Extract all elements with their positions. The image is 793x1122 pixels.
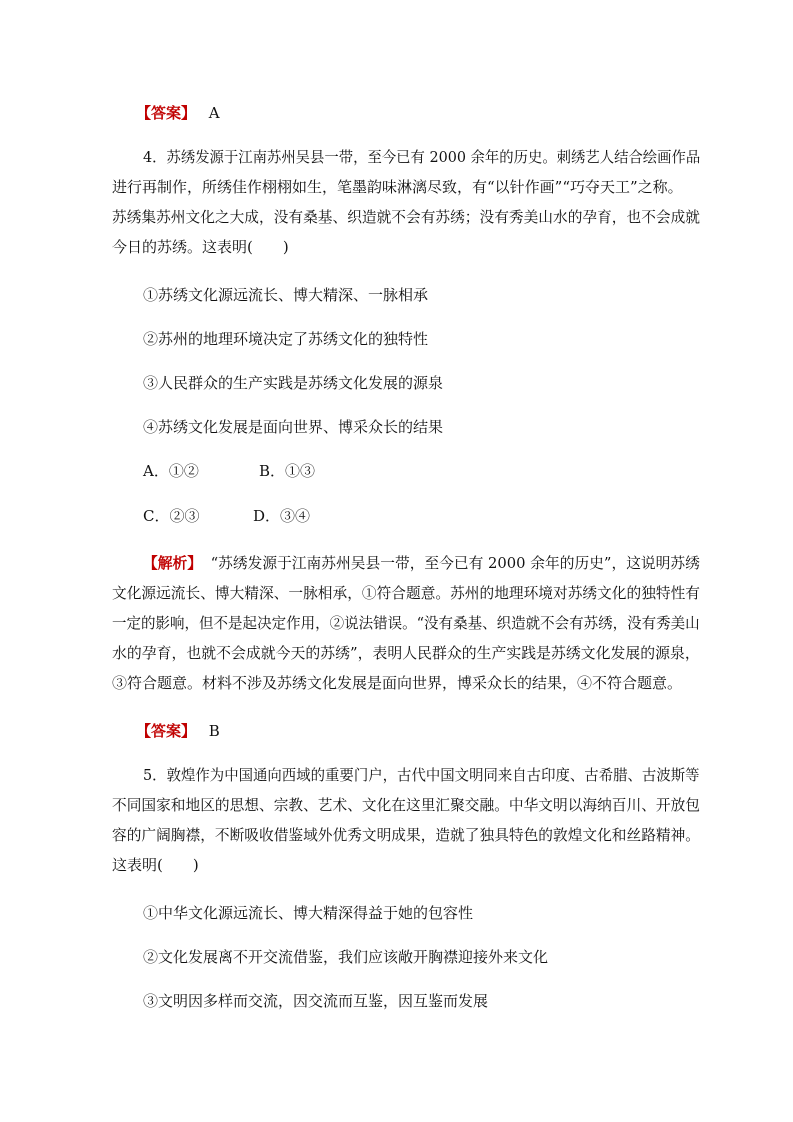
question-5-stem-line: 5．敦煌作为中国通向西域的重要门户，古代中国文明同来自古印度、古希腊、古波斯等 xyxy=(143,766,700,784)
question-5-statement: ②文化发展离不开交流借鉴，我们应该敞开胸襟迎接外来文化 xyxy=(143,948,549,966)
analysis-text: “苏绣发源于江南苏州吴县一带，至今已有 2000 余年的历史”，这说明苏绣 xyxy=(210,554,700,572)
option-c: C．②③ xyxy=(143,507,200,525)
analysis-label: 【解析】 xyxy=(143,554,202,572)
question-4-analysis-line: 文化源远流长、博大精深、一脉相承，①符合题意。苏州的地理环境对苏绣文化的独特性有 xyxy=(112,584,701,602)
option-d: D．③④ xyxy=(253,507,311,525)
question-4-answer xyxy=(136,721,220,741)
question-4-stem-line: 今日的苏绣。这表明( ) xyxy=(112,238,289,256)
question-4-stem-line: 进行再制作，所绣佳作栩栩如生，笔墨韵味淋漓尽致，有“以针作画”“巧夺天工”之称。 xyxy=(112,178,683,196)
question-4-analysis-line: ③符合题意。材料不涉及苏绣文化发展是面向世界，博采众长的结果，④不符合题意。 xyxy=(112,674,683,692)
question-4-statement: ①苏绣文化源远流长、博大精深、一脉相承 xyxy=(143,286,429,304)
question-5-stem-line: 不同国家和地区的思想、宗教、艺术、文化在这里汇聚交融。中华文明以海纳百川、开放包 xyxy=(112,796,701,814)
question-4-stem-line: 4．苏绣发源于江南苏州吴县一带，至今已有 2000 余年的历史。刺绣艺人结合绘画作品 xyxy=(143,148,701,166)
question-5-stem-line: 这表明( ) xyxy=(112,856,199,874)
question-5-statement: ①中华文化源远流长、博大精深得益于她的包容性 xyxy=(143,904,474,922)
option-b: B．①③ xyxy=(259,462,316,480)
q3-answer xyxy=(136,103,220,123)
question-4-statement: ③人民群众的生产实践是苏绣文化发展的源泉 xyxy=(143,374,444,392)
answer-value: A xyxy=(208,104,220,122)
question-4-analysis-line: 水的孕育，也就不会成就今天的苏绣”，表明人民群众的生产实践是苏绣文化发展的源泉， xyxy=(112,644,700,662)
answer-label: 【答案】 xyxy=(136,104,197,122)
question-4-stem-line: 苏绣集苏州文化之大成，没有桑基、织造就不会有苏绣；没有秀美山水的孕育，也不会成就 xyxy=(112,208,701,226)
question-4-analysis-line xyxy=(143,553,700,573)
question-5-stem-line: 容的广阔胸襟，不断吸收借鉴域外优秀文明成果，造就了独具特色的敦煌文化和丝路精神。 xyxy=(112,826,701,844)
question-4-statement: ④苏绣文化发展是面向世界、博采众长的结果 xyxy=(143,418,444,436)
question-4-statement: ②苏州的地理环境决定了苏绣文化的独特性 xyxy=(143,330,429,348)
option-a: A．①② xyxy=(143,462,199,480)
answer-label: 【答案】 xyxy=(136,722,197,740)
question-4-analysis-line: 一定的影响，但不是起决定作用，②说法错误。“没有桑基、织造就不会有苏绣，没有秀美山 xyxy=(112,614,700,632)
answer-value: B xyxy=(208,722,220,740)
question-5-statement: ③文明因多样而交流，因交流而互鉴，因互鉴而发展 xyxy=(143,992,489,1010)
